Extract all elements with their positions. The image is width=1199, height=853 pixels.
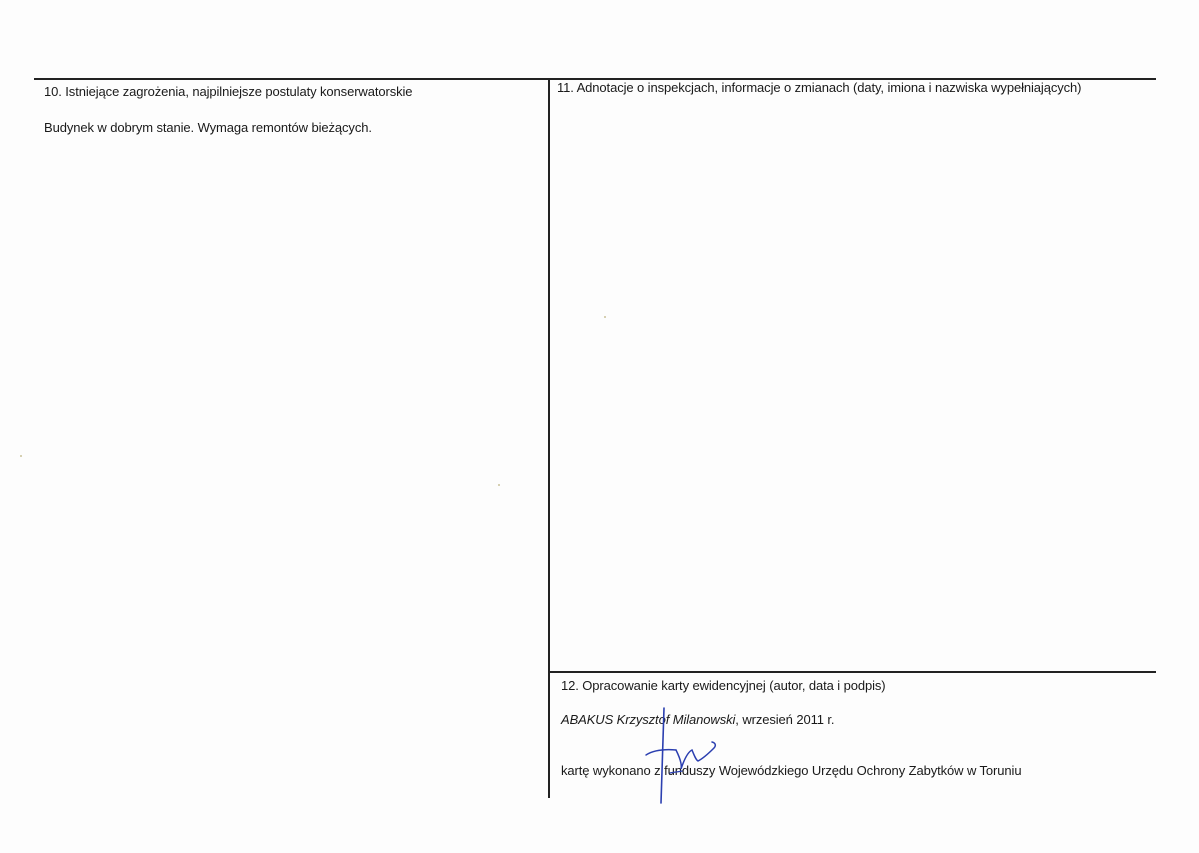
paper-speck bbox=[604, 316, 606, 318]
section-10-title: 10. Istniejące zagrożenia, najpilniejsze postulaty konserwatorskie bbox=[44, 84, 413, 99]
section-12-title: 12. Opracowanie karty ewidencyjnej (autor, data i podpis) bbox=[561, 678, 886, 693]
handwritten-signature bbox=[634, 703, 744, 813]
column-divider bbox=[548, 78, 550, 798]
paper-speck bbox=[20, 455, 22, 457]
section-12-funding-note: kartę wykonano z funduszy Wojewódzkiego Urzędu Ochrony Zabytków w Toruniu bbox=[561, 763, 1022, 778]
section-12-rule bbox=[549, 671, 1156, 673]
section-11-title: 11. Adnotacje o inspekcjach, informacje o zmianach (daty, imiona i nazwiska wypełniających) bbox=[557, 80, 1082, 95]
author-name: ABAKUS Krzysztof Milanowski bbox=[561, 712, 736, 727]
section-10-body: Budynek w dobrym stanie. Wymaga remontów bieżących. bbox=[44, 120, 372, 135]
author-date: , wrzesień 2011 r. bbox=[735, 712, 835, 727]
paper-speck bbox=[498, 484, 500, 486]
